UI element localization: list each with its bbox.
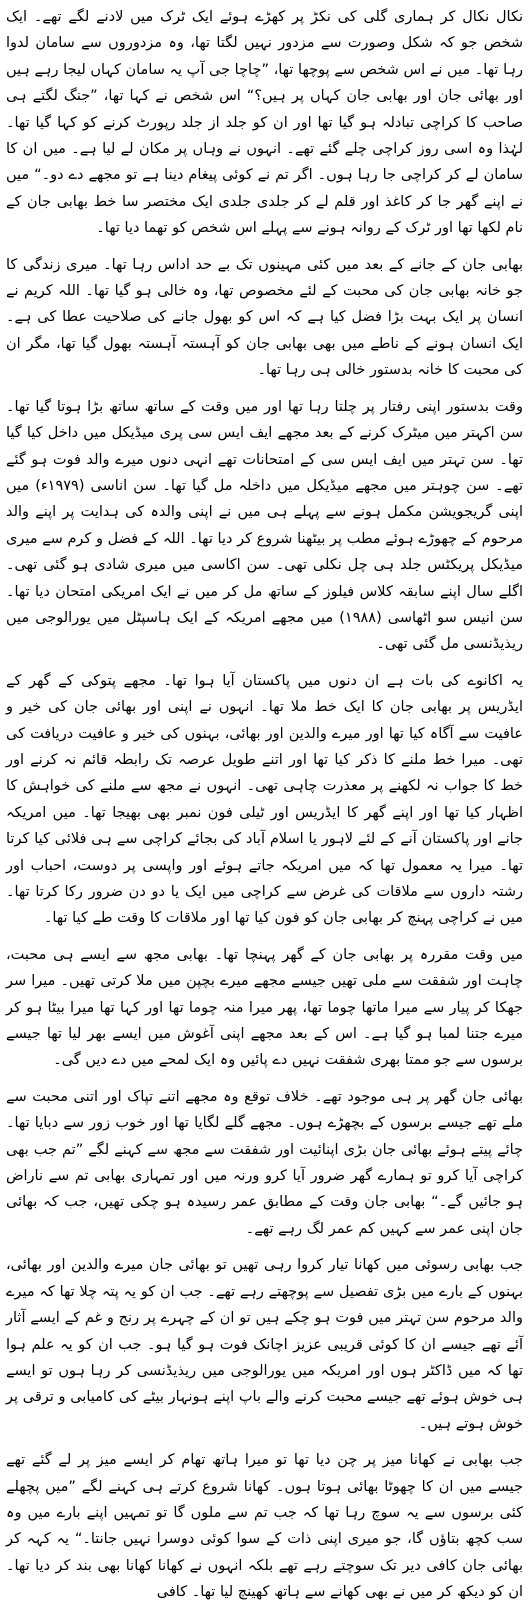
- paragraph-education-career: وقت بدستور اپنی رفتار پر چلتا رہا تھا اور میں وقت کے ساتھ ساتھ بڑا ہوتا گیا تھا۔ سن اکہتر میں میٹرک کرنے کے بعد مجھے ایف ایس سی پری میڈیکل میں داخل کیا گیا تھا۔ سن تہتر میں ایف ایس سی کے امتحانات تھے انہی دنوں میرے والد فوت ہو گئے تھے۔ سن چوہتر میں مجھے میڈیکل میں داخلہ مل گیا تھا۔ سن اناسی (۱۹۷۹ء) میں اپنی گریجویشن مکمل ہونے سے پہلے ہی میں نے اپنی والدہ کی ہدایت پر اپنے والد مرحوم کے چھوڑے ہوئے مطب پر بیٹھنا شروع کر دیا تھا۔ اللہ کے فضل و کرم سے میری میڈیکل پریکٹس جلد ہی چل نکلی تھی۔ سن اکاسی میں میری شادی ہو گئی تھی۔ اگلے سال اپنے سابقہ کلاس فیلوز کے ساتھ مل کر میں نے ایک امریکی امتحان دیا تھا۔ سن انیس سو اٹھاسی (۱۹۸۸) میں مجھے امریکہ کے ایک ہاسپٹل میں یورالوجی میں ریذیڈنسی مل گئی تھی۔: [6, 398, 524, 653]
- paragraph-letter-received: یہ اکانوے کی بات ہے ان دنوں میں پاکستان آیا ہوا تھا۔ مجھے پتوکی کے گھر کے ایڈریس پر بھابی جان کا ایک خط ملا تھا۔ انہوں نے اپنی اور بھائی جان کی خیر و عافیت سے آگاہ کیا تھا اور میرے والدین اور بھائی، بہنوں کی خیر و عافیت دریافت کی تھی۔ میرا خط ملنے کا ذکر کیا تھا اور اتنے طویل عرصہ تک رابطہ قائم نہ کرنے اور خط کا جواب نہ لکھنے پر معذرت چاہی تھی۔ انہوں نے مجھ سے ملنے کی خواہش کا اظہار کیا تھا اور اپنے گھر کا ایڈریس اور ٹیلی فون نمبر بھی بھیجا تھا۔ میں امریکہ جانے اور پاکستان آنے کے لئے لاہور یا اسلام آباد کی بجائے کراچی سے ہی فلائی کیا کرتا تھا۔ میرا یہ معمول تھا کہ میں امریکہ جاتے ہوئے اور واپسی پر دوست، احباب اور رشتہ داروں سے ملاقات کی غرض سے کراچی میں ایک یا دو دن ضرور رکا کرتا تھا۔ میں نے کراچی پہنچ کر بھابی جان کو فون کیا تھا اور ملاقات کا وقت طے کیا تھا۔: [6, 672, 523, 927]
- paragraph-family-questions: جب بھابی رسوئی میں کھانا تیار کروا رہی تھیں تو بھائی جان میرے والدین اور بھائی، بہنوں کے بارے میں بڑی تفصیل سے پوچھتے رہے تھے۔ جب ان کو یہ پتہ چلا تھا کہ میرے والد مرحوم سن تہتر میں فوت ہو چکے ہیں تو ان کے چہرے پر رنج و غم کے ایسے آثار آئے تھے جیسے ان کا کوئی قریبی عزیز اچانک فوت ہو گیا ہو۔ جب ان کو یہ علم ہوا تھا کہ میں ڈاکٹر ہوں اور امریکہ میں یورالوجی میں ریذیڈنسی کر رہا ہوں تو ایسے ہی خوش ہوئے تھے جیسے محبت کرنے والے باپ اپنے ہونہار بیٹے کی کامیابی و ترقی پر خوش ہوتے ہیں۔: [6, 1257, 523, 1432]
- paragraph-meeting-bhabi: میں وقت مقررہ پر بھابی جان کے گھر پہنچا تھا۔ بھابی مجھ سے ایسے ہی محبت، چاہت اور شفقت سے ملی تھیں جیسے مجھے میرے بچپن میں ملا کرتی تھیں۔ میرا سر جھکا کر پیار سے میرا ماتھا چوما تھا، پھر میرا منہ چوما تھا اور کہا تھا میرا بیٹا ہو کر میرے جتنا لمبا ہو گیا ہے۔ اس کے بعد مجھے اپنی آغوش میں ایسے بھر لیا تھا جیسے برسوں سے جو ممتا بھری شفقت نہیں دے پائیں وہ ایک لمحے میں دے دیں گی۔: [6, 946, 523, 1069]
- paragraph-dinner: جب بھابی نے کھانا میز پر چن دیا تھا تو میرا ہاتھ تھام کر ایسے میز پر لے گئے تھے جیسے میں ان کا چھوٹا بھائی ہوتا ہوں۔ کھانا شروع کرتے ہی کہنے لگے ”میں پچھلے کئی برسوں سے یہ سوچ رہا تھا کہ جب تم سے ملوں گا تو تمہیں اپنے بارے میں وہ سب کچھ بتاؤں گا، جو میری اپنی ذات کے سوا کوئی دوسرا نہیں جانتا۔“ یہ کہہ کر بھائی جان کافی دیر تک سوچتے رہے تھے بلکہ انہوں نے کھانا کھانا بھی بند کر دیا تھا۔ ان کو دیکھ کر میں نے بھی کھانے سے ہاتھ کھینچ لیا تھا۔ کافی: [6, 1452, 523, 1601]
- paragraph-meeting-bhai-jan: بھائی جان گھر پر ہی موجود تھے۔ خلاف توقع وہ مجھے اتنے تپاک اور اتنی محبت سے ملے تھے جیسے برسوں کے بچھڑے ہوں۔ مجھے گلے لگایا تھا اور خوب زور سے دبایا تھا۔ چائے پیتے ہوئے بھائی جان بڑی اپنائیت اور شفقت سے مجھ سے کہنے لگے ”تم جب بھی کراچی آیا کرو تو ہمارے گھر ضرور آیا کرو ورنہ میں اور تمہاری بھابی تم سے ناراض ہو جائیں گے۔“ بھابی جان وقت کے مطابق عمر رسیدہ ہو چکی تھیں، جب کہ بھائی جان اپنی عمر سے کہیں کم عمر لگ رہے تھے۔: [6, 1088, 523, 1237]
- paragraph-sadness-after-departure: بھابی جان کے جانے کے بعد میں کئی مہینوں تک بے حد اداس رہا تھا۔ میری زندگی کا جو خانہ بھابی جان کی محبت کے لئے مخصوص تھا، وہ خالی ہو گیا تھا۔ اللہ کریم نے انسان پر ایک بہت بڑا فضل کیا ہے کہ اس کو بھول جانے کی صلاحیت عطا کی ہے۔ ایک انسان ہونے کے ناطے میں بھی بھابی جان کو آہستہ آہستہ بھول گیا تھا، مگر ان کی محبت کا خانہ بدستور خالی ہی رہا تھا۔: [6, 256, 523, 379]
- paragraph-truck-departure: نکال نکال کر ہماری گلی کی نکڑ پر کھڑے ہوئے ایک ٹرک میں لادنے لگے تھے۔ ایک شخص جو کہ شکل وصورت سے مزدور نہیں لگتا تھا، وہ مزدوروں سے سامان لدوا رہا تھا۔ میں نے اس شخص سے پوچھا تھا، ”چاچا جی آپ یہ سامان کہاں لیجا رہے ہیں اور بھائی جان اور بھابی جان کہاں پر ہیں؟“ اس شخص نے کہا تھا، ”جنگ لگتے ہی صاحب کا کراچی تبادلہ ہو گیا تھا اور ان کو جلد از جلد رپورٹ کرنے کو کہا گیا تھا۔ لہٰذا وہ اسی روز کراچی چلے گئے تھے۔ انہوں نے وہاں پر مکان لے لیا ہے۔ میں ان کا سامان لے کر کراچی جا رہا ہوں۔ اگر تم نے کوئی پیغام دینا ہے تو مجھے دے دو۔“ میں نے اپنے گھر جا کر کاغذ اور قلم لے کر جلدی جلدی ایک مختصر سا خط بھابی جان کے نام لکھا تھا اور ٹرک کے روانہ ہونے سے پہلے اس شخص کو تھما دیا تھا۔: [6, 9, 523, 237]
